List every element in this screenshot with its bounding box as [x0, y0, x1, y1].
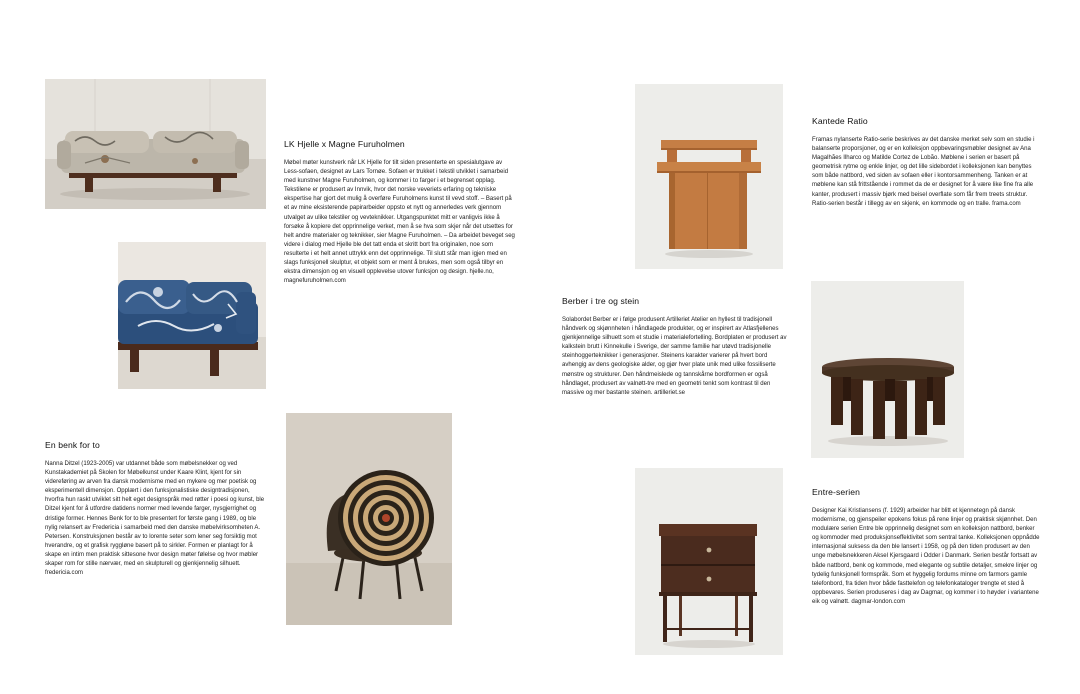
article-body: Designer Kai Kristiansens (f. 1929) arbeider har blitt et kjennetegn på dansk modernisme, og gjenspeiler epokens fokus på rene linjer og praktisk skjønnhet. Den modulære serien Entre ble opprinnelig designet som en kolleksjon nattbord, benker og kommoder med produksjonseffektivitet som sentral tanke. Kolleksjonen oppnådde internasjonal suksess da den ble lansert i 1958, og på den tiden produsert av den unge møbelsnekkeren Aksel Kjersgaard i Odder i Danmark. Serien består fortsatt av både nattbord, benk og kommode, med elegante og subtile detaljer, smekre linjer og tydelig funksjonell formspråk. Som et hyggelig fordums minne om farmors gamle telefonbord, fra tiden hvor både fasttelefon og telefonkataloger trengte et sted å oppbevares. Serien produseres i dag av Dagmar, og kommer i to høyder i variantene eik og valnøtt. dagmar-london.com	[812, 508, 1040, 605]
entre-nightstand-photo	[635, 468, 783, 655]
article-title: LK Hjelle x Magne Furuholmen	[284, 139, 405, 149]
article-body: Solabordet Berber er i følge produsent Artilleriet Atelier en hyllest til tradisjonell håndverk og skjønnheten i håndlagede produkter, og er inspirert av Atlasfjellenes gjenkjennelige silhuett som et studie i materialefortelling. Bordplaten er produsert av kalkstein brutt i Kinnekulle i Sverige, der samme familie har utøvd tradisjonelle steinhoggerteknikker i generasjoner. Steinens karakter varierer på hvert bord avhengig av dens geologiske alder, og gjør hver plate unik med ulike fossiliserte mønstre og strukturer. Den håndmeislede og tannskårne bordformen er også håndlaget, produsert av valnøtt-tre med en geometri tenkt som kontrast til den massive og mer bastante steinen. artilleriet.se	[562, 317, 787, 396]
article-benk	[45, 440, 270, 578]
article-entre	[812, 487, 1042, 607]
article-hjelle	[284, 139, 516, 286]
sofa-blue-photo	[118, 242, 266, 389]
ratio-side-table-photo	[635, 84, 783, 269]
article-body: Framas nylanserte Ratio-serie beskrives av det danske merket selv som en studie i balanserte proporsjoner, og er en kolleksjon oppbevaringsmøbler designet av Ana Magalhães Ilharco og Matilde Cortez de Lobão. Møblene i serien er basert på geometrisk rytme og enkle linjer, og det lille sidebordet i kolleksjonen kan benyttes som både nattbord, ved siden av sofaen eller i kontorsammenheng. Tanken er at møblene kan stå frittstående i rommet da de er designet for å være like fine fra alle kanter, produsert i massiv bjørk med beisel overflate som får frem treets struktur. Ratio-serien består i tillegg av en skjenk, en kommode og en tralle. frama.com	[812, 137, 1035, 207]
article-title: Berber i tre og stein	[562, 296, 640, 306]
striped-chair-photo	[286, 413, 452, 625]
sofa-gray-photo	[45, 79, 266, 209]
article-berber	[562, 296, 790, 398]
article-title: Entre-serien	[812, 487, 861, 497]
article-title: En benk for to	[45, 440, 100, 450]
article-title: Kantede Ratio	[812, 116, 868, 126]
article-body: Nanna Ditzel (1923-2005) var utdannet både som møbelsnekker og ved Kunstakademiet på Skolen for Møbelkunst under Kaare Klint, kjent for sin videreføring av arven fra dansk modernisme med en mykere og mer poetisk og eksperimentell dimensjon. Opplært i den funksjonalistiske designtradisjonen, hvorfra hun raskt utviklet sitt helt eget designspråk med røtter i poesi og kunst, ble Ditzel kjent for å utfordre datidens normer med levende farger, nysgjerrighet og dristige former. Hennes Benk for to ble presentert for første gang i 1989, og ble nylig relansert av Fredericia i samarbeid med den danske møbelvirksomheten A. Petersen. Konstruksjonen består av to lorente seter som lener seg forsiktig mot hverandre, og et grafisk ryggløne basert på to sirkler. Formen er planlagt for å skape en intim men praktisk sittesone hvor design møter følelse og hvor møbler skaper rom for stille nærvær, med en skulpturell og gjenkjennelig silhuett. fredericia.com	[45, 461, 265, 577]
article-ratio	[812, 116, 1042, 209]
berber-table-photo	[811, 281, 964, 458]
article-body: Møbel møter kunstverk når LK Hjelle for tilt siden presenterte en spesialutgave av Less-sofaen, designet av Lars Tornøe. Sofaen er trukket i tekstil utviklet i samarbeid med kunstner Magne Furuholmen, og kommer i to farger i et begrenset opplag. Tekstilene er produsert av Innvik, hvor det norske veveriets erfaring og tekniske ekspertise har gjort det mulig å overføre Furuholmens kunst til vevd stoff. – Basert på et av mine eksisterende papirarbeider oppsto et nytt og annerledes verk gjennom utvalget av ulike tekstiler og vevteknikker. Utgangspunktet mitt er vanligvis ikke å forsøke å kopiere det opprinnelige verket, men å se hva som skjer når det utsettes for helt andre materialer og teknikker, sier Magne Furuholmen. – Da arbeidet beveget seg videre i dialog med Hjelle ble det tatt enda et skritt bort fra originalen, noe som resulterte i et helt annet uttrykk enn det opprinnelige. Til slutt står man igjen med en slags funksjonell skulptur, et objekt som er ment å brukes, men som også tilbyr en ekstra dimensjon og en visuell opplevelse utover funksjon og design. hjelle.no, magnefuruholmen.com	[284, 160, 515, 285]
